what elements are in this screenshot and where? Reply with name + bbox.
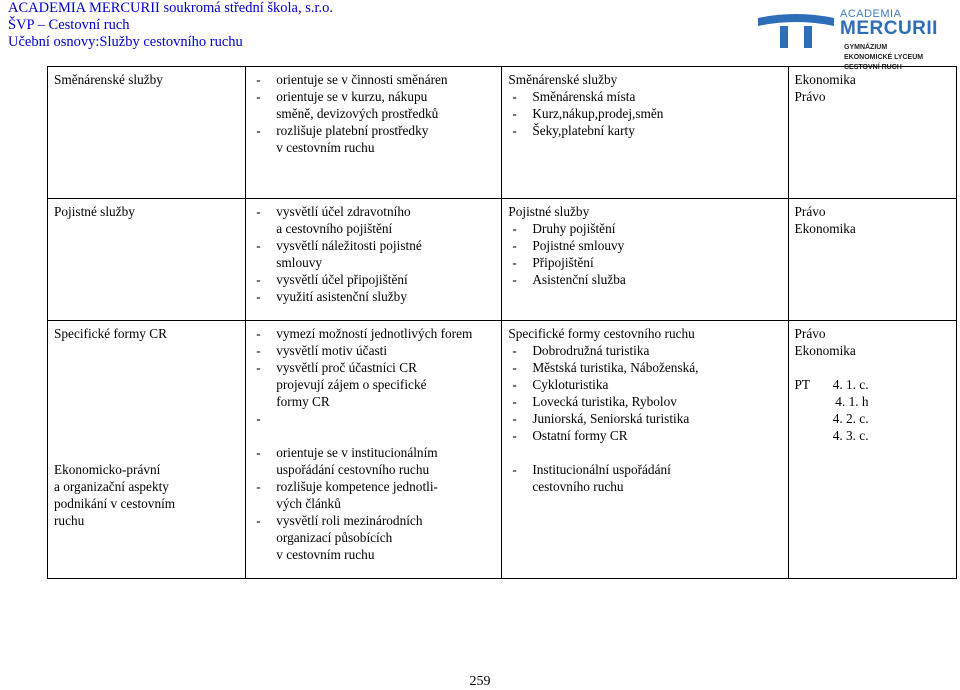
content-item: - Druhy pojištění — [508, 220, 783, 237]
content-item: - Šeky,platební karty — [508, 122, 783, 139]
outcome-item: - vysvětlí roli mezinárodních organizací působících v cestovním ruchu — [252, 512, 497, 563]
topic-name: Směnárenské služby — [54, 72, 163, 87]
outcome-item: - vysvětlí účel zdravotního a cestovního pojištění — [252, 203, 497, 237]
cross-topics-label: PT — [794, 377, 811, 392]
content-item: - Juniorská, Seniorská turistika — [508, 410, 783, 427]
content-item: - Asistenční služba — [508, 271, 783, 288]
table-row — [48, 321, 957, 579]
content-cell — [502, 67, 788, 199]
outcome-item: - orientuje se v kurzu, nákupu směně, devizových prostředků — [252, 88, 497, 122]
content-cell — [502, 199, 788, 321]
topic-cell — [48, 199, 246, 321]
cross-topics — [795, 376, 952, 444]
topic-name: Specifické formy CR — [54, 326, 167, 341]
logo-sub-cestovni: CESTOVNÍ RUCH — [844, 64, 902, 71]
content-item: - Připojištění — [508, 254, 783, 271]
content-item: - Pojistné smlouvy — [508, 237, 783, 254]
document-header — [8, 0, 333, 51]
content-item: - Ostatní formy CR — [508, 427, 783, 444]
outcome-item: - rozlišuje platební prostředky v cestovním ruchu — [252, 122, 497, 156]
cross-topic-item: 4. 1. c. — [832, 377, 869, 392]
logo-sub-lyceum: EKONOMICKÉ LYCEUM — [844, 54, 924, 61]
content-item: - Směnárenská místa — [508, 88, 783, 105]
logo-emblem-icon — [756, 8, 838, 52]
content-cell — [502, 321, 788, 579]
outcome-item: - rozlišuje kompetence jednotli- vých článků — [252, 478, 497, 512]
academia-mercurii-logo — [756, 4, 956, 71]
relation-item: Ekonomika — [794, 221, 856, 236]
cross-topic-item: 4. 2. c. — [832, 411, 869, 426]
outcomes-cell — [246, 67, 502, 199]
relation-item: Právo — [794, 204, 826, 219]
logo-name-top: ACADEMIA — [840, 8, 902, 20]
topic-name: Pojistné služby — [54, 204, 135, 219]
topic-name: Ekonomicko-právní a organizační aspekty podnikání v cestovním ruchu — [54, 462, 176, 528]
page-number: 259 — [469, 674, 491, 689]
content-item: - Dobrodružná turistika — [508, 342, 783, 359]
logo-sub-gymnazium: GYMNÁZIUM — [844, 44, 888, 51]
outcome-item: - vysvětlí náležitosti pojistné smlouvy — [252, 237, 497, 271]
content-item: - Lovecká turistika, Rybolov — [508, 393, 783, 410]
relations-cell — [788, 199, 956, 321]
content-title: Pojistné služby — [508, 204, 590, 219]
cross-topic-item: 4. 3. c. — [832, 428, 869, 443]
content-title: Směnárenské služby — [508, 72, 618, 87]
logo-name-main: MERCURII — [840, 18, 938, 39]
table-row — [48, 199, 957, 321]
outcome-item — [252, 410, 497, 427]
content-item: - Městská turistika, Náboženská, — [508, 359, 783, 376]
relation-item: Právo — [794, 89, 826, 104]
content-item: - Kurz,nákup,prodej,směn — [508, 105, 783, 122]
outcomes-cell — [246, 199, 502, 321]
header-program: ŠVP – Cestovní ruch — [8, 17, 130, 33]
header-school: ACADEMIA MERCURII soukromá střední škola, s.r.o. — [8, 0, 334, 16]
relation-item: Ekonomika — [794, 72, 856, 87]
content-item: - Institucionální uspořádání cestovního ruchu — [508, 461, 783, 495]
table-row — [48, 67, 957, 199]
relation-item: Ekonomika — [794, 343, 856, 358]
relations-cell — [788, 321, 956, 579]
outcomes-cell — [246, 321, 502, 579]
content-title: Specifické formy cestovního ruchu — [508, 326, 695, 341]
topic-cell — [48, 321, 246, 579]
outcome-item: - využití asistenční služby — [252, 288, 497, 305]
outcome-item: - vysvětlí motiv účasti — [252, 342, 497, 359]
outcome-item: - orientuje se v institucionálním uspořádání cestovního ruchu — [252, 444, 497, 478]
outcome-item: - vymezí možností jednotlivých forem — [252, 325, 497, 342]
cross-topics-list — [825, 376, 869, 444]
content-item: - Cykloturistika — [508, 376, 783, 393]
cross-topic-item: 4. 1. h — [835, 394, 869, 409]
topic-cell — [48, 67, 246, 199]
outcome-item: - vysvětlí proč účastníci CR projevují zájem o specifické formy CR — [252, 359, 497, 410]
header-syllabus: Učební osnovy:Služby cestovního ruchu — [8, 34, 243, 50]
outcome-item: - vysvětlí účel připojištění — [252, 271, 497, 288]
relations-cell — [788, 67, 956, 199]
relation-item: Právo — [794, 326, 826, 341]
outcome-item: - orientuje se v činnosti směnáren — [252, 71, 497, 88]
syllabus-table — [47, 66, 957, 579]
